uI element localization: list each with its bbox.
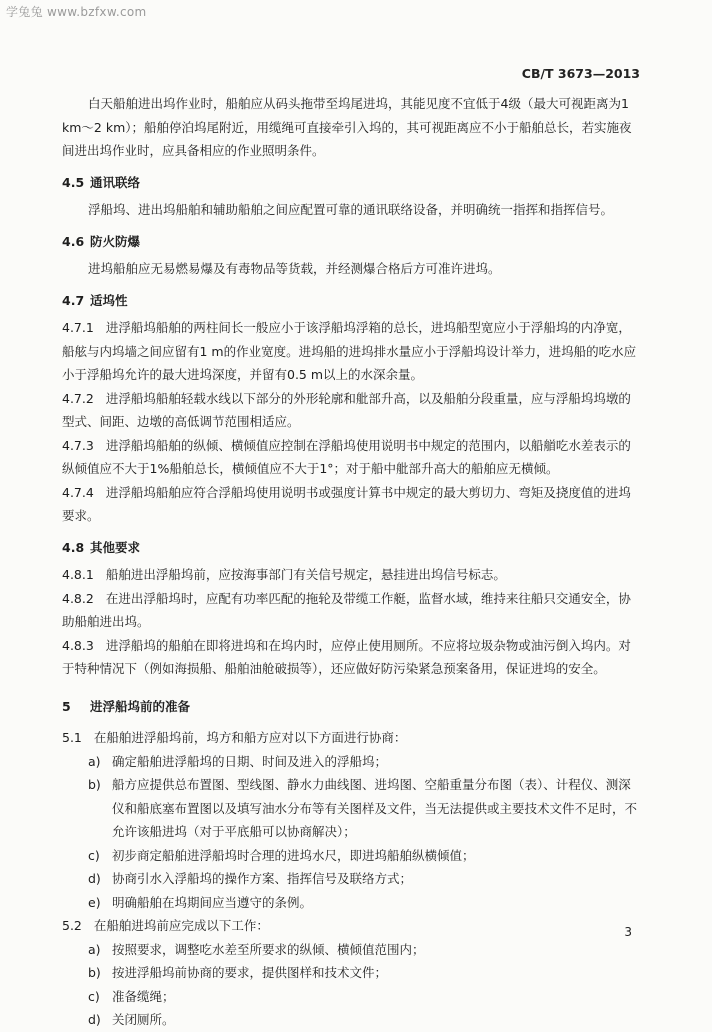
list-item [62, 961, 638, 985]
list-item [62, 891, 638, 915]
clause-number: 5.1 [62, 730, 82, 745]
clause-4-8-2 [62, 587, 638, 634]
list-text: 按照要求，调整吃水差至所要求的纵倾、横倾值范围内； [112, 941, 425, 957]
list-text: 按进浮船坞前协商的要求，提供图样和技术文件； [112, 965, 388, 980]
section-4-6-text: 进坞船舶应无易燃易爆及有毒物品等货载，并经测爆合格后方可准许进坞。 [88, 261, 501, 276]
clause-number: 4.7.1 [62, 320, 94, 335]
list-item [62, 1008, 638, 1032]
clause-4-7-4 [62, 481, 638, 528]
clause-4-7-2 [62, 387, 638, 434]
list-text: 协商引水入浮船坞的操作方案、指挥信号及联络方式； [112, 871, 413, 886]
list-item [62, 773, 638, 844]
clause-lead: 在船舶进浮船坞前，坞方和船方应对以下方面进行协商： [93, 730, 407, 745]
list-text: 初步商定船舶进浮船坞时合理的进坞水尺，即进坞船舶纵横倾值； [112, 847, 475, 863]
list-label: e) [88, 894, 101, 910]
section-number: 4.7 [62, 292, 85, 308]
clause-number: 4.7.4 [62, 484, 94, 500]
list-text: 船方应提供总布置图、型线图、静水力曲线图、进坞图、空船重量分布图（表）、计程仪、测深仪和船底塞布置图以及填写油水分布等有关图样及文件，当无法提供或主要技术文件不足时，不允许该船进坞（对于平底船可以协商解决）； [112, 777, 638, 839]
standard-id: CB/T 3673—2013 [521, 66, 640, 81]
list-text: 关闭厕所。 [112, 1012, 175, 1027]
section-title: 通讯联络 [90, 174, 141, 190]
list-text: 准备缆绳； [112, 988, 175, 1004]
section-4-8-heading [62, 536, 638, 560]
list-text: 确定船舶进浮船坞的日期、时间及进入的浮船坞； [112, 753, 388, 769]
clause-number: 4.8.1 [62, 567, 94, 582]
list-label: b) [88, 777, 101, 792]
clause-text: 进浮船坞船舶应符合浮船坞使用说明书或强度计算书中规定的最大剪切力、弯矩及挠度值的进坞要求。 [62, 484, 631, 523]
clause-number: 4.8.3 [62, 637, 94, 653]
section-title: 防火防爆 [90, 233, 141, 249]
document-body [62, 92, 638, 1032]
clause-4-7-1 [62, 316, 638, 387]
section-4-7-heading [62, 289, 638, 313]
section-number: 4.5 [62, 174, 85, 190]
section-5-heading [62, 695, 638, 719]
page-number: 3 [624, 925, 632, 939]
clause-text: 进浮船坞的船舶在即将进坞和在坞内时，应停止使用厕所。不应将垃圾杂物或油污倒入坞内。对于特种情况下（例如海损船、船舶油舱破损等），还应做好防污染紧急预案备用，保证进坞的安全。 [62, 637, 631, 676]
clause-4-7-3 [62, 434, 638, 481]
list-item [62, 985, 638, 1009]
list-item [62, 750, 638, 774]
list-label: b) [88, 965, 101, 980]
clause-5-1 [62, 726, 638, 750]
list-label: c) [88, 988, 100, 1004]
section-number: 4.8 [62, 539, 85, 555]
section-4-5-text: 浮船坞、进出坞船舶和辅助船舶之间应配置可靠的通讯联络设备，并明确统一指挥和指挥信号。 [88, 202, 614, 217]
list-label: a) [88, 753, 101, 769]
list-item [62, 938, 638, 962]
watermark: 学兔兔 www.bzfxw.com [6, 5, 147, 19]
clause-number: 4.7.3 [62, 437, 94, 453]
list-item [62, 867, 638, 891]
section-4-5-heading [62, 171, 638, 195]
clause-text: 进浮船坞船舶的两柱间长一般应小于该浮船坞浮箱的总长，进坞船型宽应小于浮船坞的内净宽，船舷与内坞墙之间应留有1 m的作业宽度。进坞船的进坞排水量应小于浮船坞设计举力，进坞船的吃水应小于浮船坞允许的最大进坞深度，并留有0.5 m以上的水深余量。 [62, 320, 637, 382]
section-title: 适坞性 [90, 292, 128, 308]
list-label: d) [88, 871, 101, 886]
section-title: 其他要求 [90, 539, 141, 555]
list-text: 明确船舶在坞期间应当遵守的条例。 [112, 894, 313, 910]
clause-text: 船舶进出浮船坞前，应按海事部门有关信号规定，悬挂进出坞信号标志。 [105, 567, 506, 582]
list-label: c) [88, 847, 100, 863]
clause-text: 进浮船坞船舶轻载水线以下部分的外形轮廓和舭部升高，以及船舶分段重量，应与浮船坞坞墩的型式、间距、边墩的高低调节范围相适应。 [62, 390, 631, 429]
section-4-6-heading [62, 230, 638, 254]
clause-text: 进浮船坞船舶的纵倾、横倾值应控制在浮船坞使用说明书中规定的范围内，以船艏吃水差表示的纵倾值应不大于1%船舶总长，横倾值应不大于1°；对于船中舭部升高大的船舶应无横倾。 [62, 437, 631, 476]
clause-number: 4.8.2 [62, 590, 94, 606]
clause-text: 在进出浮船坞时，应配有功率匹配的拖轮及带缆工作艇，监督水域，维持来往船只交通安全，协助船舶进出坞。 [62, 590, 631, 629]
section-title: 进浮船坞前的准备 [90, 698, 191, 714]
list-label: d) [88, 1012, 101, 1027]
intro-paragraph: 白天船舶进出坞作业时，船舶应从码头拖带至坞尾进坞，其能见度不宜低于4级（最大可视距离为1 km～2 km）；船舶停泊坞尾附近，用缆绳可直接牵引入坞的，其可视距离应不小于船舶总长，若实施夜间进出坞作业时，应具备相应的作业照明条件。 [62, 96, 632, 158]
section-number: 4.6 [62, 233, 85, 249]
clause-4-8-1 [62, 563, 638, 587]
section-number: 5 [62, 698, 71, 714]
clause-number: 4.7.2 [62, 390, 94, 406]
list-item [62, 844, 638, 868]
clause-4-8-3 [62, 634, 638, 681]
clause-5-2 [62, 914, 638, 938]
clause-lead: 在船舶进坞前应完成以下工作： [93, 918, 269, 933]
clause-number: 5.2 [62, 918, 82, 933]
list-label: a) [88, 941, 101, 957]
